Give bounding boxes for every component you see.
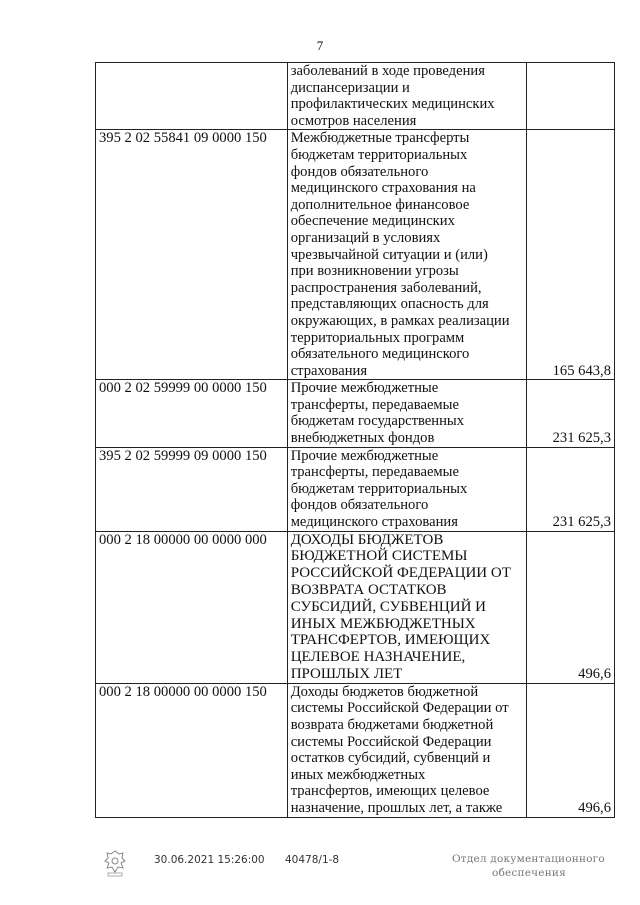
revenue-name-line: РОССИЙСКОЙ ФЕДЕРАЦИИ ОТ xyxy=(290,565,511,582)
table-row xyxy=(96,63,615,130)
table-row xyxy=(96,447,615,531)
revenue-name-line: трансферты, передаваемые xyxy=(290,396,459,413)
coat-of-arms-icon xyxy=(102,848,128,878)
page-footer xyxy=(0,852,640,892)
revenue-name-line: остатков субсидий, субвенций и xyxy=(290,750,491,767)
revenue-name-line: ТРАНСФЕРТОВ, ИМЕЮЩИХ xyxy=(290,632,491,649)
revenue-name-line: дополнительное финансовое xyxy=(290,196,470,213)
amount-cell: 231 625,3 xyxy=(527,380,615,447)
revenue-name-line: страхования xyxy=(290,362,368,379)
amount-cell: 165 643,8 xyxy=(527,130,615,380)
revenue-name-cell xyxy=(287,380,527,447)
budget-table xyxy=(95,62,615,818)
document-number: 40478/1-8 xyxy=(285,854,340,866)
revenue-name-line: трансфертов, имеющих целевое xyxy=(290,783,490,800)
budget-code-cell: 395 2 02 55841 09 0000 150 xyxy=(96,130,288,380)
revenue-name-line: профилактических медицинских xyxy=(290,96,495,113)
revenue-name-line: чрезвычайной ситуации и (или) xyxy=(290,246,488,263)
amount-cell: 231 625,3 xyxy=(527,447,615,531)
amount-cell: 496,6 xyxy=(527,531,615,683)
revenue-name-line: ВОЗВРАТА ОСТАТКОВ xyxy=(290,582,447,599)
revenue-name-line: СУБСИДИЙ, СУБВЕНЦИЙ И xyxy=(290,598,486,615)
revenue-name-line: представляющих опасность для xyxy=(290,296,489,313)
table-row xyxy=(96,531,615,683)
revenue-name-line: бюджетам территориальных xyxy=(290,480,468,497)
revenue-name-cell xyxy=(287,447,527,531)
revenue-name-cell xyxy=(287,683,527,817)
budget-code-cell: 395 2 02 59999 09 0000 150 xyxy=(96,447,288,531)
revenue-name-line: БЮДЖЕТНОЙ СИСТЕМЫ xyxy=(290,548,468,565)
revenue-name-line: внебюджетных фондов xyxy=(290,430,435,447)
table-row xyxy=(96,683,615,817)
department-line-1: Отдел документационного xyxy=(452,853,605,865)
revenue-name-line: бюджетам государственных xyxy=(290,413,464,430)
revenue-name-line: Межбюджетные трансферты xyxy=(290,130,470,147)
revenue-name-line: заболеваний в ходе проведения xyxy=(290,63,485,79)
revenue-name-line: организаций в условиях xyxy=(290,229,441,246)
revenue-name-line: трансферты, передаваемые xyxy=(290,464,459,481)
revenue-name-line: Доходы бюджетов бюджетной xyxy=(290,683,479,700)
revenue-name-line: Прочие межбюджетные xyxy=(290,447,439,464)
department-stamp xyxy=(452,852,605,880)
amount-cell xyxy=(527,63,615,130)
revenue-name-line: обеспечение медицинских xyxy=(290,213,455,230)
revenue-name-line: системы Российской Федерации от xyxy=(290,700,509,717)
revenue-name-line: обязательного медицинского xyxy=(290,346,470,363)
revenue-name-line: окружающих, в рамках реализации xyxy=(290,312,510,329)
revenue-name-line: диспансеризации и xyxy=(290,79,410,96)
revenue-name-line: при возникновении угрозы xyxy=(290,263,459,280)
revenue-name-line: медицинского страхования на xyxy=(290,180,476,197)
budget-code-cell: 000 2 18 00000 00 0000 150 xyxy=(96,683,288,817)
department-line-2: обеспечения xyxy=(492,867,566,879)
revenue-name-line: назначение, прошлых лет, а также xyxy=(290,799,503,816)
revenue-name-line: иных межбюджетных xyxy=(290,766,426,783)
timestamp: 30.06.2021 15:26:00 xyxy=(154,854,265,866)
revenue-name-line: фондов обязательного xyxy=(290,163,429,180)
revenue-name-line: бюджетам территориальных xyxy=(290,146,468,163)
revenue-name-line: осмотров населения xyxy=(290,112,417,129)
table-row xyxy=(96,380,615,447)
page-number: 7 xyxy=(316,38,324,53)
table-row xyxy=(96,130,615,380)
revenue-name-line: ДОХОДЫ БЮДЖЕТОВ xyxy=(290,531,444,548)
revenue-name-line: ПРОШЛЫХ ЛЕТ xyxy=(290,666,403,682)
budget-code-cell: 000 2 02 59999 00 0000 150 xyxy=(96,380,288,447)
budget-code-cell xyxy=(96,63,288,130)
revenue-name-line: распространения заболеваний, xyxy=(290,279,482,296)
revenue-name-line: возврата бюджетами бюджетной xyxy=(290,716,494,733)
revenue-name-line: ИНЫХ МЕЖБЮДЖЕТНЫХ xyxy=(290,615,476,632)
revenue-name-line: фондов обязательного xyxy=(290,497,429,514)
budget-code-cell: 000 2 18 00000 00 0000 000 xyxy=(96,531,288,683)
revenue-name-line: территориальных программ xyxy=(290,329,465,346)
revenue-name-line: ЦЕЛЕВОЕ НАЗНАЧЕНИЕ, xyxy=(290,649,466,666)
amount-cell: 496,6 xyxy=(527,683,615,817)
revenue-name-line: системы Российской Федерации xyxy=(290,733,492,750)
revenue-name-line: Прочие межбюджетные xyxy=(290,380,439,397)
revenue-name-cell xyxy=(287,531,527,683)
revenue-name-line: медицинского страхования xyxy=(290,514,458,531)
revenue-name-cell xyxy=(287,63,527,130)
revenue-name-cell xyxy=(287,130,527,380)
